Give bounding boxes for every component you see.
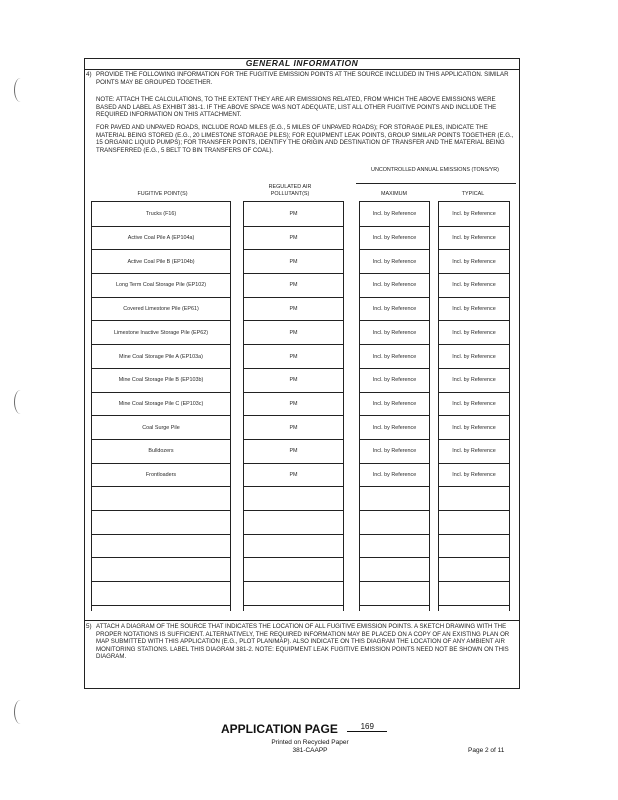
- typical-emissions-cell: Incl. by Reference: [439, 274, 509, 298]
- maximum-emissions-cell: [360, 511, 429, 535]
- typical-emissions-cell: Incl. by Reference: [439, 298, 509, 322]
- pollutant-cell: PM: [244, 416, 343, 440]
- typical-emissions-cell: Incl. by Reference: [439, 464, 509, 488]
- fugitive-point-cell: [92, 582, 230, 606]
- typical-emissions-cell: Incl. by Reference: [439, 322, 509, 346]
- typical-emissions-cell: [439, 487, 509, 511]
- maximum-emissions-cell: Incl. by Reference: [360, 274, 429, 298]
- pollutant-cell: PM: [244, 393, 343, 417]
- maximum-emissions-cell: Incl. by Reference: [360, 227, 429, 251]
- maximum-emissions-cell: [360, 559, 429, 583]
- maximum-emissions-cell: Incl. by Reference: [360, 203, 429, 227]
- fugitive-point-cell: Active Coal Pile B (EP104b): [92, 250, 230, 274]
- maximum-emissions-cell: Incl. by Reference: [360, 416, 429, 440]
- section-header: GENERAL INFORMATION: [84, 58, 520, 70]
- typical-emissions-cell: [439, 559, 509, 583]
- application-page-label: [221, 722, 421, 736]
- maximum-emissions-cell: Incl. by Reference: [360, 250, 429, 274]
- pollutant-cell: PM: [244, 369, 343, 393]
- pollutant-cell: PM: [244, 250, 343, 274]
- maximum-emissions-cell: [360, 487, 429, 511]
- fugitive-point-cell: [92, 535, 230, 559]
- pollutant-cell: [244, 535, 343, 559]
- pollutant-cell: PM: [244, 298, 343, 322]
- fugitive-point-cell: Coal Surge Pile: [92, 416, 230, 440]
- pollutant-cell: [244, 487, 343, 511]
- item-4-note: NOTE: ATTACH THE CALCULATIONS, TO THE EXTENT THEY ARE AIR EMISSIONS RELATED, FROM WHICH THE ABOVE EMISSIONS WERE BASED AND LABEL AS EXHIBIT 381-1. IF THE ABOVE SPACE WAS NOT ADEQUATE, LIST ALL OTHER FUGITIVE POINTS AND INCLUDE THE REQUIRED INFORMATION ON THIS ATTACHMENT.: [96, 96, 497, 119]
- maximum-emissions-cell: Incl. by Reference: [360, 298, 429, 322]
- form-id: 381-CAAPP: [292, 747, 328, 754]
- typical-emissions-cell: Incl. by Reference: [439, 345, 509, 369]
- item-5-text: ATTACH A DIAGRAM OF THE SOURCE THAT INDICATES THE LOCATION OF ALL FUGITIVE EMISSION POINTS. A SKETCH DRAWING WITH THE PROPER NOTATIONS IS SUFFICIENT. ALTERNATIVELY, THE REQUIRED INFORMATION MAY BE PLACED ON A COPY OF AN EXISTING PLAN OR MAP SUBMITTED WITH THIS APPLICATION (E.G., PLOT PLAN/MAP). ALSO INDICATE ON THIS DIAGRAM THE LOCATION OF ANY AMBIENT AIR MONITORING STATIONS. LABEL THIS DIAGRAM 381-2. NOTE: EQUIPMENT LEAK FUGITIVE EMISSION POINTS NEED NOT BE SHOWN ON THIS DIAGRAM.: [96, 623, 510, 661]
- binder-hole-mark: [14, 78, 27, 102]
- pollutant-cell: PM: [244, 203, 343, 227]
- item-5-divider: [84, 620, 520, 621]
- maximum-emissions-cell: Incl. by Reference: [360, 322, 429, 346]
- binder-hole-mark: [14, 700, 27, 724]
- maximum-emissions-cell: [360, 535, 429, 559]
- typical-emissions-cell: [439, 511, 509, 535]
- fugitive-points-header: FUGITIVE POINT(S): [137, 191, 188, 197]
- pollutant-cell: [244, 582, 343, 606]
- typical-emissions-cell: Incl. by Reference: [439, 416, 509, 440]
- fugitive-point-cell: Frontloaders: [92, 464, 230, 488]
- maximum-emissions-cell: Incl. by Reference: [360, 393, 429, 417]
- maximum-header: MAXIMUM: [380, 191, 408, 197]
- fugitive-point-cell: Mine Coal Storage Pile A (EP103a): [92, 345, 230, 369]
- item-5-number: 5): [86, 623, 92, 630]
- typical-emissions-cell: Incl. by Reference: [439, 440, 509, 464]
- maximum-emissions-cell: Incl. by Reference: [360, 464, 429, 488]
- pollutant-cell: PM: [244, 274, 343, 298]
- pollutant-cell: PM: [244, 345, 343, 369]
- fugitive-point-cell: Bulldozers: [92, 440, 230, 464]
- typical-emissions-cell: [439, 535, 509, 559]
- typical-emissions-cell: Incl. by Reference: [439, 250, 509, 274]
- maximum-emissions-cell: Incl. by Reference: [360, 369, 429, 393]
- pollutant-cell: [244, 559, 343, 583]
- application-page-text: APPLICATION PAGE: [221, 722, 338, 736]
- typical-emissions-cell: Incl. by Reference: [439, 393, 509, 417]
- fugitive-point-cell: Limestone Inactive Storage Pile (EP62): [92, 322, 230, 346]
- page-number: Page 2 of 11: [468, 747, 505, 754]
- fugitive-point-cell: Trucks (F16): [92, 203, 230, 227]
- pollutant-cell: [244, 511, 343, 535]
- typical-emissions-cell: Incl. by Reference: [439, 369, 509, 393]
- typical-header: TYPICAL: [461, 191, 485, 197]
- typical-emissions-cell: [439, 582, 509, 606]
- fugitive-point-cell: [92, 511, 230, 535]
- fugitive-point-cell: Mine Coal Storage Pile C (EP103c): [92, 393, 230, 417]
- maximum-emissions-cell: Incl. by Reference: [360, 345, 429, 369]
- typical-emissions-cell: Incl. by Reference: [439, 227, 509, 251]
- typical-emissions-cell: Incl. by Reference: [439, 203, 509, 227]
- fugitive-point-cell: Covered Limestone Pile (EP61): [92, 298, 230, 322]
- binder-hole-mark: [14, 390, 27, 414]
- fugitive-point-cell: [92, 487, 230, 511]
- item-4-text: PROVIDE THE FOLLOWING INFORMATION FOR THE FUGITIVE EMISSION POINTS AT THE SOURCE INCLUDED IN THIS APPLICATION. SIMILAR POINTS MAY BE GROUPED TOGETHER.: [96, 71, 509, 86]
- application-page-number: 169: [347, 722, 387, 732]
- fugitive-point-cell: Active Coal Pile A (EP104a): [92, 227, 230, 251]
- fugitive-point-cell: Mine Coal Storage Pile B (EP103b): [92, 369, 230, 393]
- item-4-number: 4): [86, 71, 92, 78]
- maximum-emissions-cell: Incl. by Reference: [360, 440, 429, 464]
- pollutant-cell: PM: [244, 227, 343, 251]
- item-4-roads-instructions: FOR PAVED AND UNPAVED ROADS, INCLUDE ROAD MILES (E.G., 5 MILES OF UNPAVED ROADS); FOR STORAGE PILES, INDICATE THE MATERIAL BEING STORED (E.G., 20 LIMESTONE STORAGE PILES); FOR EQUIPMENT LEAK POINTS, GROUP SIMILAR POINTS TOGETHER (E.G., 15 ORGANIC LIQUID PUMPS); FOR TRANSFER POINTS, IDENTIFY THE ORIGIN AND DESTINATION OF TRANSFER AND THE MATERIAL BEING TRANSFERRED (E.G., 5 BELT TO BIN TRANSFERS OF COAL).: [96, 124, 514, 154]
- pollutants-header: REGULATED AIR POLLUTANT(S): [268, 184, 312, 197]
- uncontrolled-header-rule: [356, 183, 516, 184]
- maximum-emissions-cell: [360, 582, 429, 606]
- fugitive-point-cell: Long Term Coal Storage Pile (EP102): [92, 274, 230, 298]
- pollutant-cell: PM: [244, 440, 343, 464]
- fugitive-point-cell: [92, 559, 230, 583]
- uncontrolled-emissions-header: UNCONTROLLED ANNUAL EMISSIONS (TONS/YR): [371, 167, 499, 173]
- recycled-paper-note: Printed on Recycled Paper: [271, 739, 349, 746]
- pollutant-cell: PM: [244, 322, 343, 346]
- pollutant-cell: PM: [244, 464, 343, 488]
